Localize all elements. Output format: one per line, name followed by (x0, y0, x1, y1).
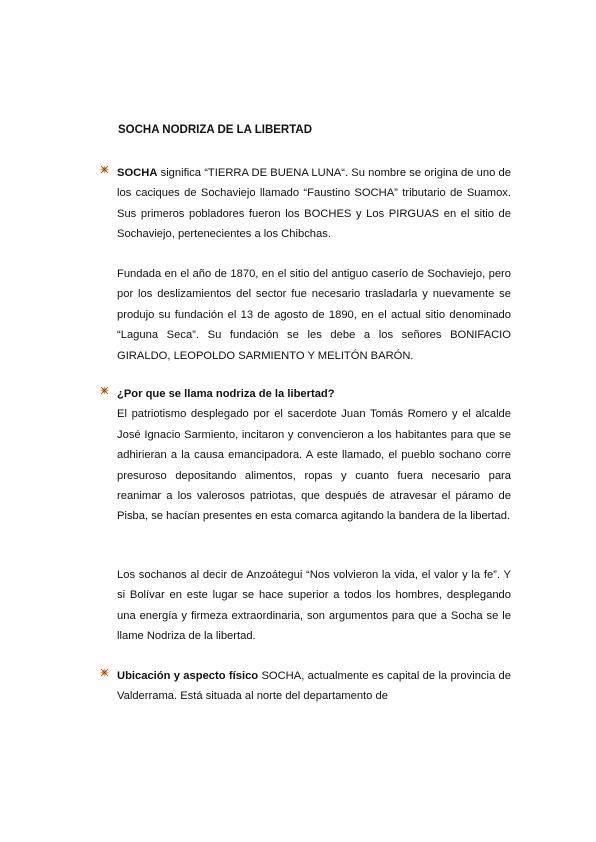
founding-paragraph: Fundada en el año de 1870, en el sitio del antiguo caserío de Sochaviejo, pero por los deslizamientos del sector fue necesario trasladarla y nuevamente se produjo su fundación el 13 de agosto de 1890, en el actual sitio denominado “Laguna Seca”. Su fundación se les debe a los señores BONIFACIO GIRALDO, LEOPOLDO SARMIENTO Y MELITÓN BARÓN. (117, 268, 511, 362)
nodriza-paragraph: El patriotismo desplegado por el sacerdote Juan Tomás Romero y el alcalde José Ignacio Sarmiento, incitaron y convencieron a los habitantes para que se adhirieran a la causa emancipadora. A este llamado, el pueblo sochano corre presuroso depositando alimentos, ropas y cuanto fuera necesario para reanimar a los valerosos patriotas, que después de atravesar el páramo de Pisba, se hacían presentes en esta comarca agitando la bandera de la libertad. (117, 408, 511, 523)
founding-paragraph-block (117, 264, 511, 366)
sparkle-bullet-icon (99, 667, 110, 678)
ubicacion-paragraph (117, 666, 511, 707)
nodriza-heading: ¿Por que se llama nodriza de la libertad? (117, 388, 335, 400)
sparkle-bullet-icon (99, 164, 110, 175)
socha-lead: SOCHA (117, 167, 158, 179)
section-nodriza (117, 384, 511, 527)
socha-text: significa “TIERRA DE BUENA LUNA“. Su nombre se origina de uno de los caciques de Sochaviejo llamado “Faustino SOCHA” tributario de Suamox. Sus primeros pobladores fueron los BOCHES y Los PIRGUAS en el sitio de Sochaviejo, pertenecientes a los Chibchas. (117, 167, 511, 241)
section-ubicacion (117, 666, 511, 707)
anzoategui-paragraph: Los sochanos al decir de Anzoátegui “Nos volvieron la vida, el valor y la fe”. Y si Bolívar en este lugar se hace superior a todos los hombres, desplegando una energía y firmeza extraordinaria, son argumentos para que a Socha se le llame Nodriza de la libertad. (117, 569, 511, 643)
ubicacion-text: SOCHA, actualmente es capital de la provincia de Valderrama. Está situada al norte del departamento de (117, 670, 511, 703)
section-socha-paragraph (117, 163, 511, 245)
document-title: SOCHA NODRIZA DE LA LIBERTAD (118, 124, 313, 136)
ubicacion-lead: Ubicación y aspecto físico (117, 670, 259, 682)
section-socha-meaning (117, 163, 511, 245)
anzoategui-paragraph-block (117, 565, 511, 647)
sparkle-bullet-icon (99, 385, 110, 396)
